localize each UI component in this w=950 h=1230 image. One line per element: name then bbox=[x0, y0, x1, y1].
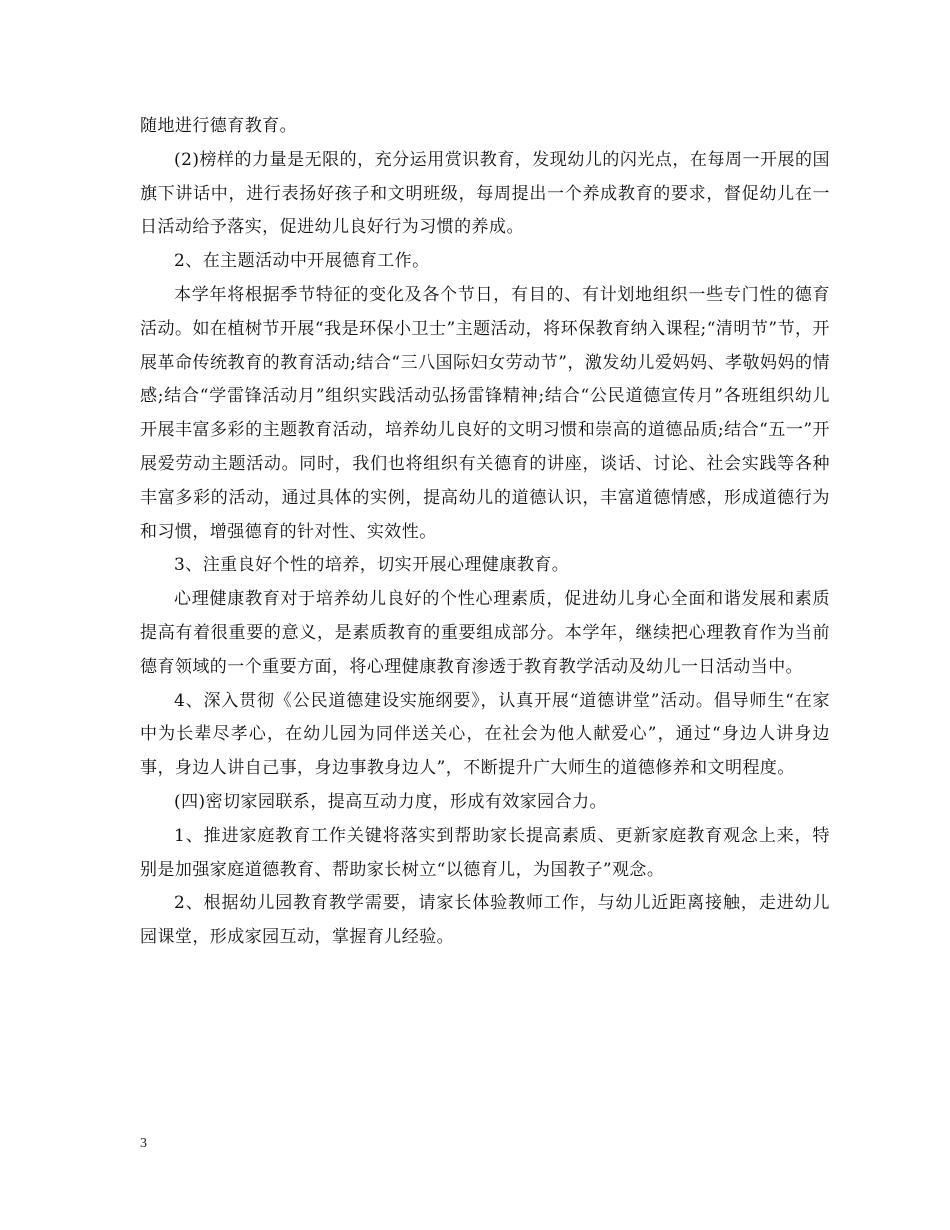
document-body bbox=[140, 110, 830, 955]
paragraph-3: 2、在主题活动中开展德育工作。 bbox=[174, 251, 430, 272]
paragraph-9: 1、推进家庭教育工作关键将落实到帮助家长提高素质、更新家庭教育观念上来，特别是加强家庭道德教育、帮助家长树立“以德育儿，为国教子”观念。 bbox=[140, 825, 830, 880]
paragraph-4: 本学年将根据季节特征的变化及各个节日，有目的、有计划地组织一些专门性的德育活动。如在植树节开展“我是环保小卫士”主题活动，将环保教育纳入课程;“清明节”节，开展革命传统教育的教育活动;结合“三八国际妇女劳动节”，激发幼儿爱妈妈、孝敬妈妈的情感;结合“学雷锋活动月”组织实践活动弘扬雷锋精神;结合“公民道德宣传月”各班组织幼儿开展丰富多彩的主题教育活动，培养幼儿良好的文明习惯和崇高的道德品质;结合“五一”开展爱劳动主题活动。同时，我们也将组织有关德育的讲座，谈话、讨论、社会实践等各种丰富多彩的活动，通过具体的实例，提高幼儿的道德认识，丰富道德情感，形成道德行为和习惯，增强德育的针对性、实效性。 bbox=[140, 284, 830, 542]
paragraph-7: 4、深入贯彻《公民道德建设实施纲要》，认真开展“道德讲堂”活动。倡导师生“在家中为长辈尽孝心，在幼儿园为同伴送关心，在社会为他人献爱心”，通过“身边人讲身边事，身边人讲自己事，身边事教身边人”，不断提升广大师生的道德修养和文明程度。 bbox=[140, 690, 830, 779]
paragraph-2: (2)榜样的力量是无限的，充分运用赏识教育，发现幼儿的闪光点，在每周一开展的国旗下讲话中，进行表扬好孩子和文明班级，每周提出一个养成教育的要求，督促幼儿在一日活动给予落实，促进幼儿良好行为习惯的养成。 bbox=[140, 149, 830, 238]
paragraph-8: (四)密切家园联系，提高互动力度，形成有效家园合力。 bbox=[174, 791, 607, 812]
paragraph-1: 随地进行德育教育。 bbox=[140, 116, 298, 136]
page-number: 3 bbox=[140, 1136, 147, 1151]
paragraph-10: 2、根据幼儿园教育教学需要，请家长体验教师工作，与幼儿近距离接触，走进幼儿园课堂，形成家园互动，掌握育儿经验。 bbox=[140, 893, 830, 948]
paragraph-5: 3、注重良好个性的培养，切实开展心理健康教育。 bbox=[174, 555, 570, 576]
paragraph-6: 心理健康教育对于培养幼儿良好的个性心理素质，促进幼儿身心全面和谐发展和素质提高有着很重要的意义，是素质教育的重要组成部分。本学年，继续把心理教育作为当前德育领域的一个重要方面，将心理健康教育渗透于教育教学活动及幼儿一日活动当中。 bbox=[140, 589, 830, 677]
